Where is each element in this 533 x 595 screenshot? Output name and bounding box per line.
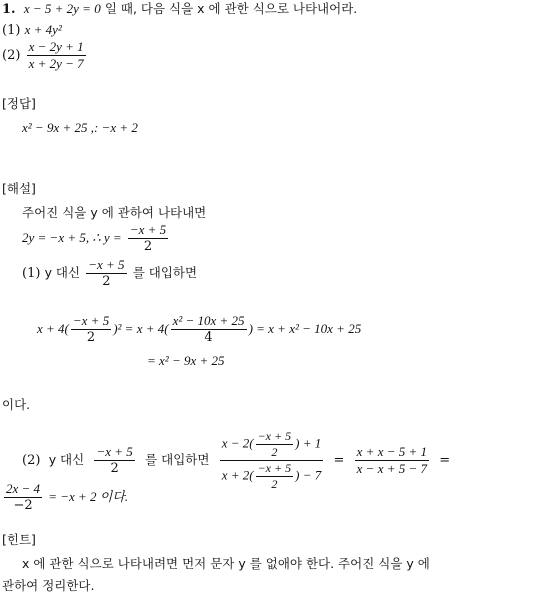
- part-1-label: (1): [22, 266, 41, 281]
- item-1-expr: x + 4y²: [24, 22, 62, 37]
- part-2-final-numerator: 2x − 4: [6, 481, 41, 496]
- eq1-fraction-b-numerator: x² − 10x + 25: [172, 313, 245, 328]
- part-2-num-inner-fraction: [256, 430, 294, 459]
- item-1-label: (1): [2, 23, 21, 38]
- problem-question: 일 때, 다음 식을 x 에 관한 식으로 나타내어라.: [104, 1, 358, 16]
- part-2-simplified-fraction: [355, 445, 429, 476]
- eq1-rhs: ) = x + x² − 10x + 25: [248, 321, 362, 336]
- step-fraction: [128, 223, 168, 254]
- item-2-label: (2): [2, 48, 21, 63]
- eq1-mid: )² = x + 4(: [113, 321, 169, 336]
- part-2-fraction-y: [94, 445, 134, 476]
- part-1-denominator: 2: [102, 274, 111, 289]
- part-2-big-numerator: [220, 430, 324, 461]
- step-denominator: 2: [143, 239, 153, 254]
- eq1-lhs: x + 4(: [37, 321, 69, 336]
- eq1-fraction-a: [71, 314, 111, 345]
- part-1-numerator: −x + 5: [88, 257, 125, 272]
- eq1-fraction-b: [171, 314, 247, 345]
- part-2-big-denominator: [220, 461, 324, 491]
- step-numerator: −x + 5: [129, 222, 167, 237]
- conclusion-1: 이다.: [2, 397, 31, 412]
- part-2-final-denominator: −2: [13, 498, 33, 513]
- part-2-den-head: x + 2(: [221, 467, 254, 483]
- part-1-text-a: y 대신: [44, 265, 81, 280]
- item-2-denominator: x + 2y − 7: [28, 56, 84, 71]
- part-2-result: = −x + 2 이다.: [48, 489, 129, 504]
- explanation-step: [22, 223, 170, 254]
- part-2-simplified-numerator: x + x − 5 + 1: [356, 444, 428, 459]
- problem-line: [2, 1, 357, 18]
- part-2-num-head: x − 2(: [221, 435, 254, 451]
- part-2-simplified-denominator: x − x + 5 − 7: [356, 461, 428, 476]
- eq1-fraction-b-denominator: 4: [204, 330, 213, 345]
- hint-header: [힌트]: [2, 532, 36, 547]
- equation-1: [37, 314, 361, 345]
- part-2-label: (2): [22, 453, 41, 468]
- item-2-numerator: x − 2y + 1: [28, 39, 84, 54]
- part-1-intro: [22, 258, 197, 289]
- part-2-den-inner-numerator: −x + 5: [257, 461, 292, 475]
- part-2-text-a: y 대신: [48, 452, 85, 467]
- item-2: [2, 40, 88, 71]
- part-2-den-inner-fraction: [256, 462, 294, 491]
- part-2-num-tail: ) + 1: [295, 435, 322, 451]
- equation-2: = x² − 9x + 25: [147, 353, 225, 368]
- part-2-den-tail: ) − 7: [295, 467, 322, 483]
- part-2-fraction-y-denominator: 2: [110, 461, 119, 476]
- hint-line-1: x 에 관한 식으로 나타내려면 먼저 문자 y 를 없애야 한다. 주어진 식을 y 에: [22, 556, 430, 571]
- part-2-text-b: 를 대입하면: [145, 452, 210, 467]
- part-2-result-line: [2, 482, 128, 513]
- item-1: [2, 22, 62, 39]
- problem-number: 1.: [2, 2, 16, 17]
- answer-header: [정답]: [2, 96, 36, 111]
- problem-condition: x − 5 + 2y = 0: [23, 1, 101, 16]
- part-2-big-fraction: [220, 430, 324, 491]
- item-2-fraction: [27, 40, 86, 71]
- part-2-final-fraction: [4, 482, 42, 513]
- explanation-header: [해설]: [2, 181, 36, 196]
- step-lhs: 2y = −x + 5, ∴ y =: [22, 230, 122, 245]
- hint-line-2: 관하여 정리한다.: [2, 578, 95, 593]
- part-1-text-b: 를 대입하면: [132, 265, 198, 280]
- part-2-num-inner-denominator: 2: [271, 445, 278, 459]
- part-2-den-inner-denominator: 2: [271, 477, 278, 491]
- part-2-equals-a: =: [333, 453, 345, 468]
- part-1-fraction: [86, 258, 126, 289]
- explanation-intro: 주어진 식을 y 에 관하여 나타내면: [22, 205, 207, 220]
- part-2-num-inner-numerator: −x + 5: [257, 429, 292, 443]
- part-2-equals-b: =: [439, 453, 451, 468]
- eq1-fraction-a-numerator: −x + 5: [72, 313, 110, 328]
- answer-text: x² − 9x + 25 ,: −x + 2: [22, 120, 138, 135]
- eq1-fraction-a-denominator: 2: [86, 330, 96, 345]
- part-2-fraction-y-numerator: −x + 5: [96, 444, 133, 459]
